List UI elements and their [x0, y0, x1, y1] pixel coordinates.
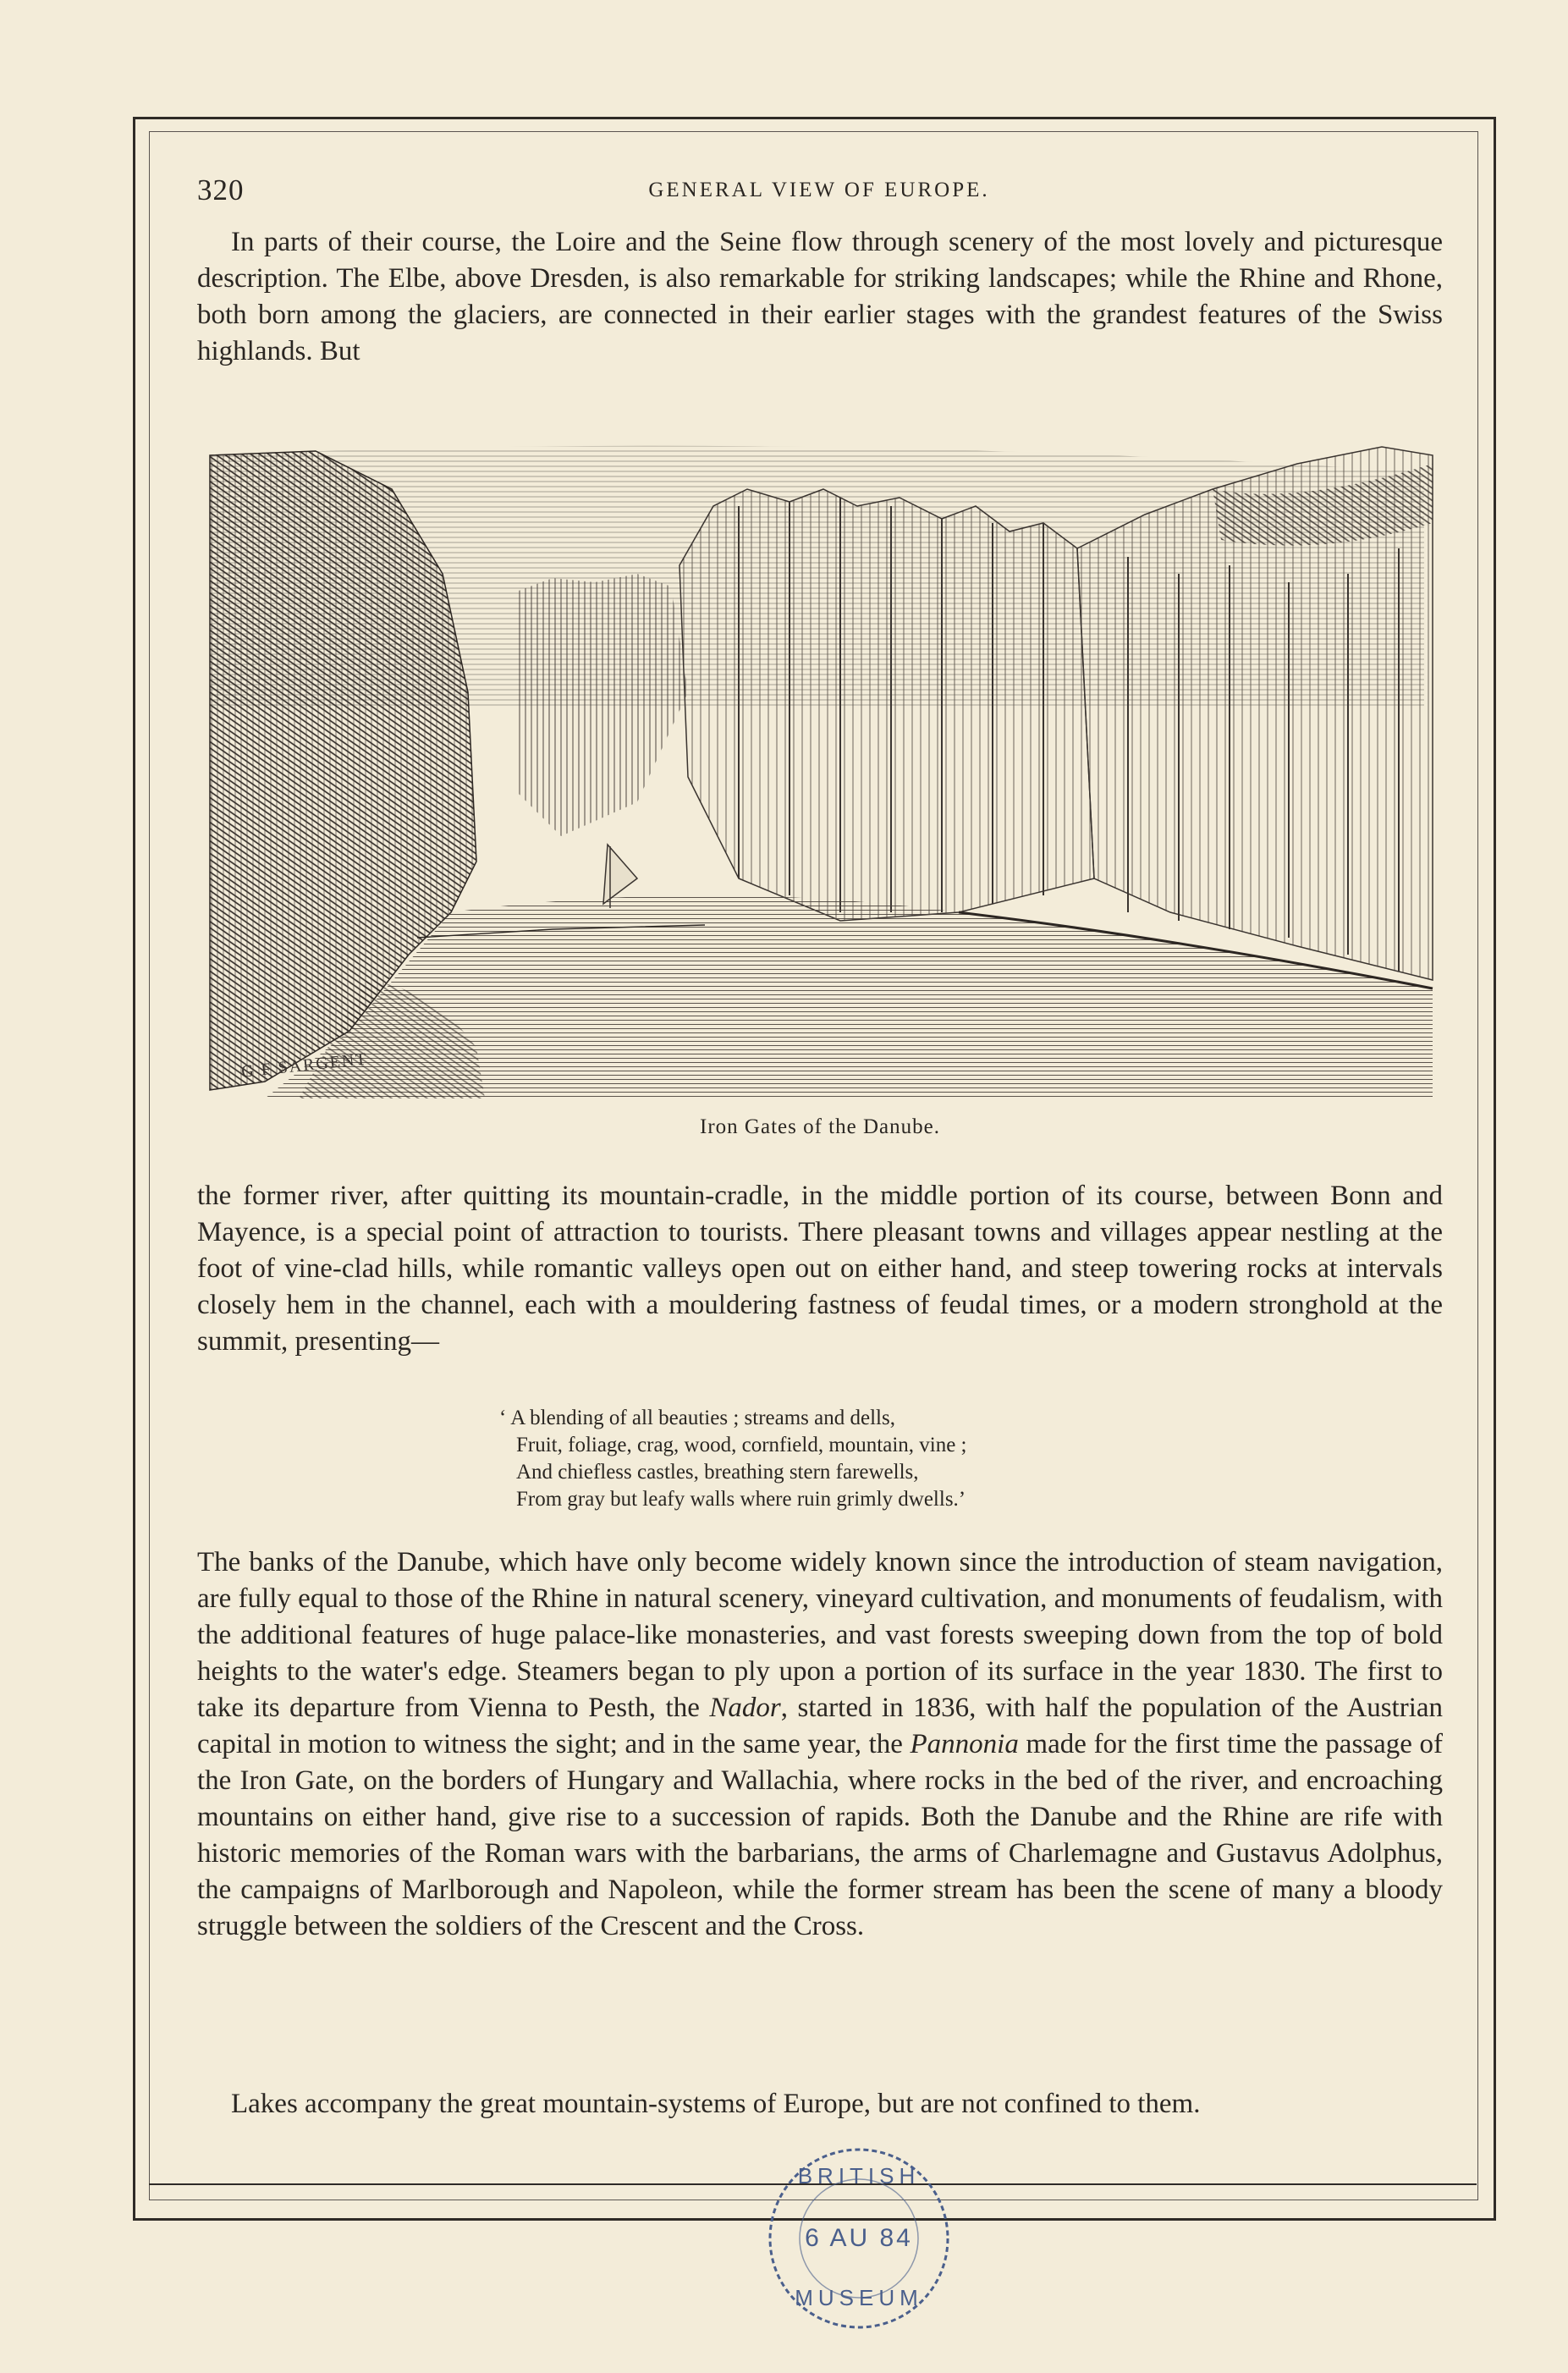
figure-caption: Iron Gates of the Danube. — [700, 1115, 940, 1138]
page-number: 320 — [197, 173, 245, 206]
paragraph-lakes: Lakes accompany the great mountain-systems of Europe, but are not confined to them. — [231, 2089, 1201, 2119]
poem-line: And chiefless castles, breathing stern farewells, — [516, 1461, 919, 1484]
poem-line: ‘ A blending of all beauties ; streams and dells, — [499, 1407, 895, 1429]
poem-line: Fruit, foliage, crag, wood, cornfield, mountain, vine ; — [516, 1434, 967, 1456]
engraving-iron-gates — [197, 438, 1443, 1107]
artist-signature: G F SARGENT — [240, 1049, 369, 1082]
paragraph-danube-part: The banks of the Danube, which have only become widely known since the introduction of steam navigation, are fully equal to those of the Rhine in natural scenery, vineyard cultivation, and monuments of feudalism, with the additional features of huge palace-like monasteries, and vast forests sweeping down from the top of bold heights to the water's edge. Steamers began to ply upon a portion of its surface in the year 1830. The first to take its departure from Vienna to Pesth, the — [197, 1547, 1443, 1723]
poem-line: From gray but leafy walls where ruin grimly dwells.’ — [516, 1488, 966, 1511]
paragraph-danube-part: made for the first time the passage of the Iron Gate, on the borders of Hungary and Wallachia, where rocks in the bed of the river, and encroaching mountains on either hand, give rise to a succession of rapids. Both the Danube and the Rhine are rife with historic memories of the Roman wars with the barbarians, the arms of Charlemagne and Gustavus Adolphus, the campaigns of Marlborough and Napoleon, while the former stream has been the scene of many a bloody struggle between the soldiers of the Crescent and the Cross. — [197, 1729, 1443, 1941]
page-header — [197, 173, 1441, 207]
running-head: GENERAL VIEW OF EUROPE. — [648, 179, 990, 201]
paragraph-danube-part: , started in 1836, with half the population of the Austrian capital in motion to witness the sight; and in the same year, the — [197, 1693, 1444, 1759]
stamp-bottom-text: MUSEUM — [795, 2285, 923, 2310]
engraving-illustration — [197, 438, 1443, 1107]
poem-quotation — [499, 1405, 1261, 1513]
paragraph-danube — [197, 1544, 1443, 1945]
stamp-top-text: BRITISH — [797, 2163, 921, 2189]
paragraph-rhine: the former river, after quitting its mountain-cradle, in the middle portion of its course, between Bonn and Mayence, is a special point of attraction to tourists. There pleasant towns and villages appear nestling at the foot of vine-clad hills, while romantic valleys open out on either hand, and steep towering rocks at intervals closely hem in the channel, each with a mouldering fastness of feudal times, or a modern stronghold at the summit, presenting— — [197, 1181, 1443, 1357]
steamer-name-pannonia: Pannonia — [910, 1729, 1019, 1759]
steamer-name-nador: Nador — [709, 1693, 781, 1723]
stamp-date: 6 AU 84 — [805, 2224, 913, 2252]
library-stamp — [762, 2141, 956, 2336]
paragraph-intro: In parts of their course, the Loire and the Seine flow through scenery of the most lovely and picturesque description. The Elbe, above Dresden, is also remarkable for striking landscapes; while the Rhine and Rhone, both born among the glaciers, are connected in their earlier stages with the grandest features of the Swiss highlands. But — [197, 227, 1443, 366]
